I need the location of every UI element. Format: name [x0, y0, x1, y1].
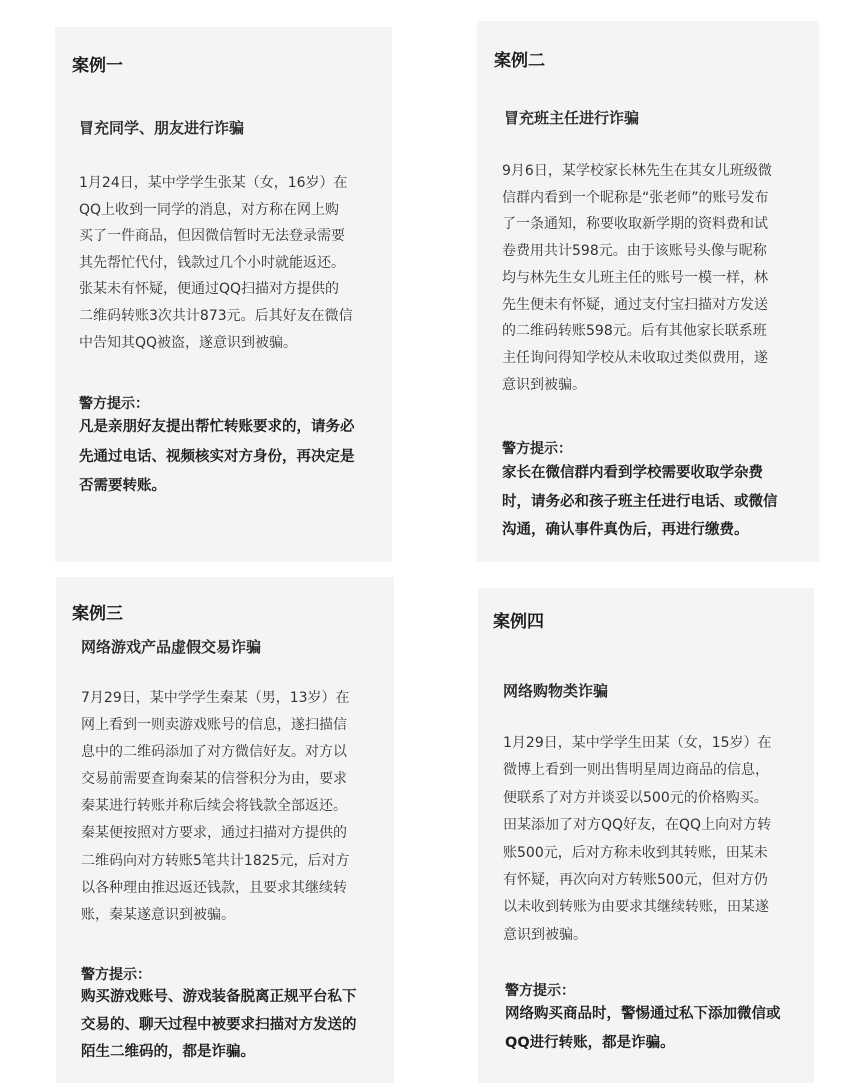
description-line: 均与林先生女儿班主任的账号一模一样，林: [502, 269, 768, 286]
tip-line: 家长在微信群内看到学校需要收取学杂费: [502, 465, 763, 481]
description-line: 中告知其QQ被盗，遂意识到被骗。: [79, 334, 298, 351]
police-tip-text: [505, 1000, 781, 1057]
tip-line: 购买游戏账号、游戏装备脱离正规平台私下: [81, 989, 357, 1005]
tip-line: 否需要转账。: [79, 478, 166, 494]
description-line: 网上看到一则卖游戏账号的信息，遂扫描信: [81, 717, 347, 734]
case-title: 冒充班主任进行诈骗: [504, 109, 640, 127]
case-card-2: [477, 21, 819, 562]
description-line: 1月24日，某中学学生张某（女，16岁）在: [79, 175, 348, 191]
description-line: 意识到被骗。: [503, 926, 587, 943]
tip-line: QQ进行转账，都是诈骗。: [505, 1034, 675, 1051]
case-card-1: [55, 27, 392, 562]
tip-line: 时，请务必和孩子班主任进行电话、或微信: [502, 493, 778, 510]
description-line: 信群内看到一个昵称是“张老师”的账号发布: [502, 189, 769, 206]
tip-line: 交易的、聊天过程中被要求扫描对方发送的: [81, 1016, 357, 1033]
tip-line: 陌生二维码的，都是诈骗。: [81, 1044, 255, 1060]
case-label: 案例三: [72, 604, 123, 624]
case-description: [502, 158, 772, 398]
description-line: 秦某便按照对方要求，通过扫描对方提供的: [81, 825, 347, 842]
case-description: [79, 170, 353, 356]
case-label: 案例四: [493, 612, 544, 632]
description-line: 二维码转账3次共计873元。后其好友在微信: [79, 307, 353, 324]
case-card-4: [478, 588, 814, 1083]
case-title: 网络购物类诈骗: [503, 682, 609, 700]
tip-line: 凡是亲朋好友提出帮忙转账要求的，请务必: [79, 419, 355, 435]
description-line: 卷费用共计598元。由于该账号头像与昵称: [502, 243, 767, 260]
police-tip-heading: 警方提示：: [81, 967, 151, 983]
tip-line: 先通过电话、视频核实对方身份，再决定是: [79, 448, 355, 465]
description-line: 买了一件商品，但因微信暂时无法登录需要: [79, 228, 345, 245]
description-line: 二维码向对方转账5笔共计1825元，后对方: [81, 852, 350, 869]
description-line: 微博上看到一则出售明星周边商品的信息，: [503, 762, 769, 779]
description-line: 9月6日，某学校家长林先生在其女儿班级微: [502, 163, 772, 179]
description-line: 张某未有怀疑，便通过QQ扫描对方提供的: [79, 281, 340, 298]
description-line: 了一条通知，称要收取新学期的资料费和试: [502, 216, 768, 233]
description-line: QQ上收到一同学的消息，对方称在网上购: [79, 201, 340, 218]
police-tip-heading: 警方提示：: [502, 441, 572, 457]
police-tip-text: [502, 459, 778, 545]
tip-line: 网络购买商品时，警惕通过私下添加微信或: [505, 1006, 781, 1022]
description-line: 账，秦某遂意识到被骗。: [81, 906, 235, 923]
description-line: 秦某进行转账并称后续会将钱款全部返还。: [81, 798, 347, 815]
police-tip-text: [81, 984, 357, 1067]
description-line: 的二维码转账598元。后有其他家长联系班: [502, 323, 767, 340]
description-line: 意识到被骗。: [502, 376, 586, 393]
description-line: 有怀疑，再次向对方转账500元，但对方仍: [503, 872, 768, 889]
description-line: 其先帮忙代付，钱款过几个小时就能返还。: [79, 254, 345, 271]
description-line: 交易前需要查询秦某的信誉积分为由，要求: [81, 771, 347, 788]
case-description: [81, 685, 350, 929]
police-tip-text: [79, 413, 355, 502]
case-title: 网络游戏产品虚假交易诈骗: [81, 638, 262, 656]
police-tip-heading: 警方提示：: [505, 983, 575, 999]
case-label: 案例一: [72, 56, 123, 76]
description-line: 便联系了对方并谈妥以500元的价格购买。: [503, 789, 768, 806]
case-title: 冒充同学、朋友进行诈骗: [79, 119, 245, 137]
case-card-3: [56, 577, 394, 1083]
description-line: 息中的二维码添加了对方微信好友。对方以: [81, 744, 347, 761]
case-label: 案例二: [494, 51, 545, 71]
case-description: [503, 730, 772, 949]
description-line: 以未收到转账为由要求其继续转账，田某遂: [503, 899, 769, 916]
description-line: 1月29日，某中学学生田某（女，15岁）在: [503, 735, 772, 751]
description-line: 田某添加了对方QQ好友，在QQ上向对方转: [503, 817, 772, 834]
description-line: 以各种理由推迟返还钱款，且要求其继续转: [81, 879, 347, 896]
description-line: 主任询问得知学校从未收取过类似费用，遂: [502, 349, 768, 366]
police-tip-heading: 警方提示：: [79, 396, 149, 412]
description-line: 账500元，后对方称未收到其转账，田某未: [503, 844, 768, 861]
tip-line: 沟通，确认事件真伪后，再进行缴费。: [502, 522, 749, 538]
description-line: 先生便未有怀疑，通过支付宝扫描对方发送: [502, 296, 768, 313]
description-line: 7月29日，某中学学生秦某（男，13岁）在: [81, 690, 350, 706]
